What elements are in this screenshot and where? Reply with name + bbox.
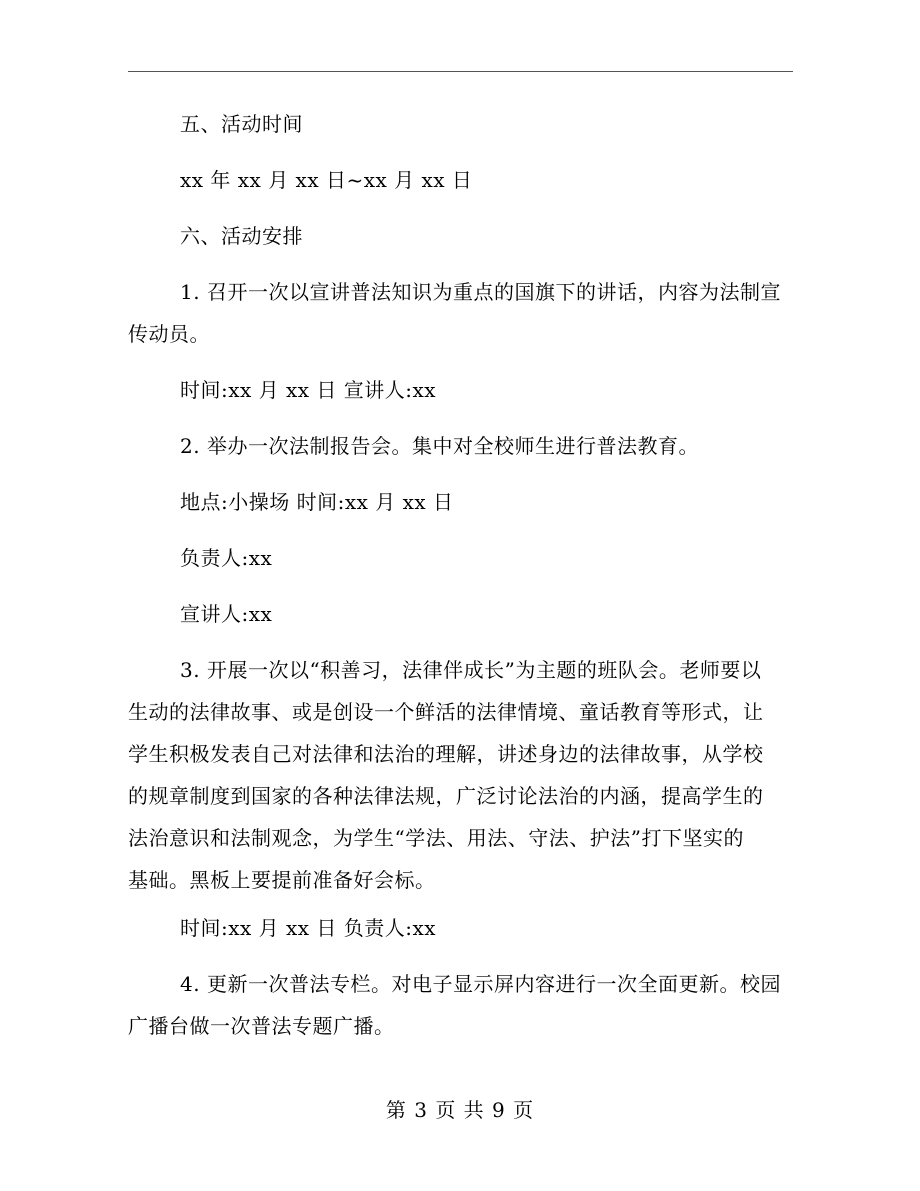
item-4-line-2: 广播台做一次普法专题广播。 [128, 1014, 395, 1038]
item-1-line-1: 1. 召开一次以宣讲普法知识为重点的国旗下的讲话，内容为法制宣 [180, 280, 781, 304]
heading-activity-time: 五、活动时间 [180, 112, 303, 136]
item-3-line-4: 的规章制度到国家的各种法律法规，广泛讨论法治的内涵，提高学生的 [128, 784, 764, 808]
item-3-time-owner: 时间:xx 月 xx 日 负责人:xx [180, 916, 437, 940]
item-2-location-time: 地点:小操场 时间:xx 月 xx 日 [180, 490, 454, 514]
header-rule [128, 71, 793, 72]
item-1-time: 时间:xx 月 xx 日 宣讲人:xx [180, 378, 437, 402]
item-3-line-1: 3. 开展一次以“积善习，法律伴成长”为主题的班队会。老师要以 [180, 658, 762, 682]
item-3-line-6: 基础。黑板上要提前准备好会标。 [128, 868, 436, 892]
item-3-line-5: 法治意识和法制观念，为学生“学法、用法、守法、护法”打下坚实的 [128, 826, 744, 850]
heading-activity-schedule: 六、活动安排 [180, 224, 303, 248]
item-2-line-1: 2. 举办一次法制报告会。集中对全校师生进行普法教育。 [180, 434, 699, 458]
item-3-line-3: 学生积极发表自己对法律和法治的理解，讲述身边的法律故事，从学校 [128, 742, 764, 766]
item-3-line-2: 生动的法律故事、或是创设一个鲜活的法律情境、童话教育等形式，让 [128, 700, 764, 724]
item-4-line-1: 4. 更新一次普法专栏。对电子显示屏内容进行一次全面更新。校园 [180, 972, 781, 996]
item-2-speaker: 宣讲人:xx [180, 602, 273, 626]
item-1-line-2: 传动员。 [128, 322, 210, 346]
item-2-owner: 负责人:xx [180, 546, 273, 570]
activity-date-range: xx 年 xx 月 xx 日~xx 月 xx 日 [180, 168, 473, 192]
page-number-footer: 第 3 页 共 9 页 [385, 1098, 535, 1122]
